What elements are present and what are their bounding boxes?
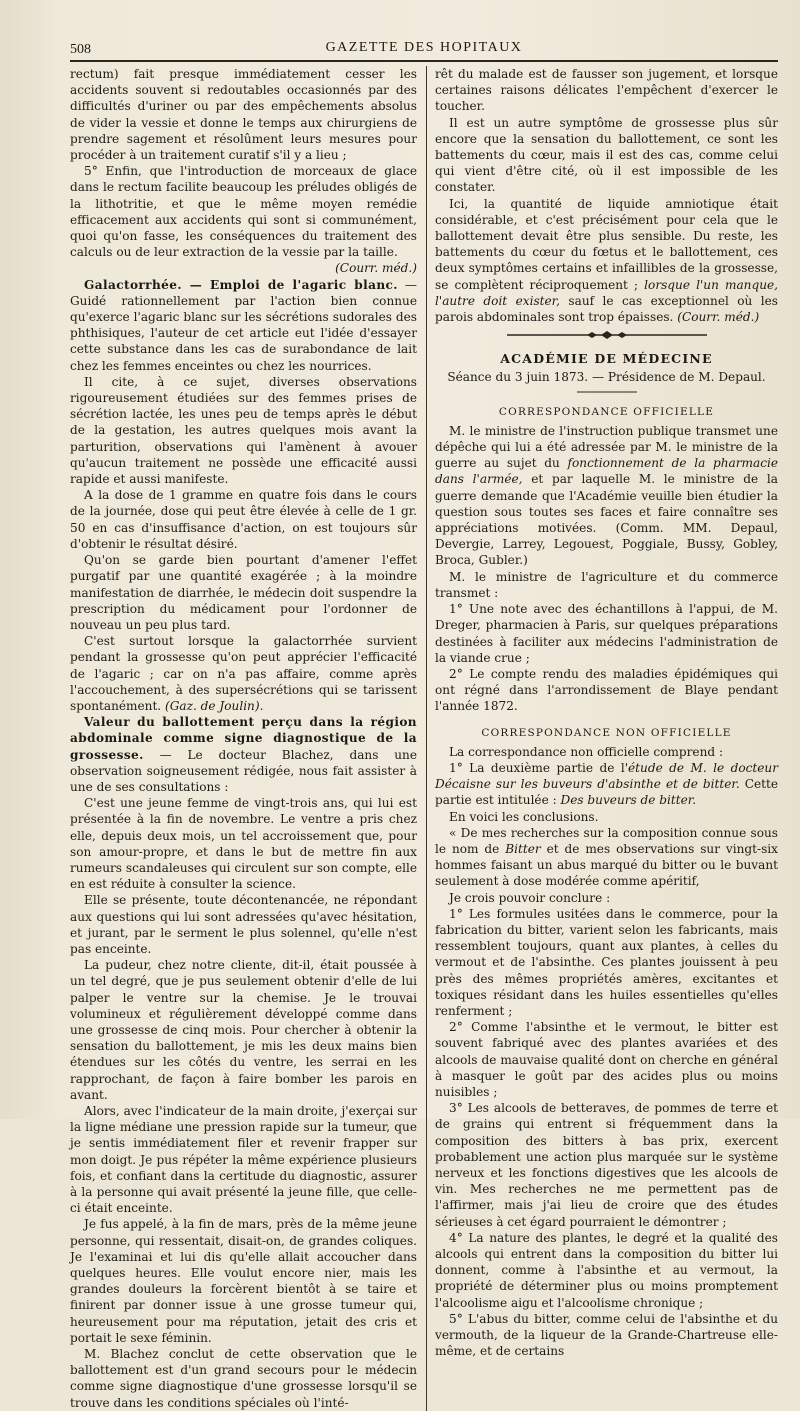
- emphasis-text: fonctionnement de la pharmacie dans l'armée,: [435, 456, 778, 487]
- paragraph-text: Ici, la quantité de liquide amniotique était considérable, et c'est précisément pour cela que le ballottement devait être plus sensible. Du reste, les battements du cœur du fœtus et le ballottement, ces deux symptômes certains et infaillibles de la grossesse, se complètent réciproquement ;: [435, 196, 778, 292]
- article-columns: [70, 66, 778, 1411]
- paragraph: Je crois pouvoir conclure :: [449, 890, 611, 905]
- right-column: [427, 66, 778, 1411]
- source-citation: (Courr. méd.): [335, 261, 417, 276]
- source-citation: (Gaz. de Joulin).: [165, 698, 264, 713]
- paragraph: 1° Une note avec des échantillons à l'appui, de M. Dreger, pharmacien à Paris, sur quelques préparations destinées à faciliter aux médecins l'administration de la viande crue ;: [435, 602, 778, 665]
- ornamental-divider: [435, 331, 778, 339]
- short-rule: [435, 390, 778, 394]
- left-column: [70, 66, 427, 1411]
- paragraph: rectum) fait presque immédiatement cesser les accidents souvent si redoutables occasionnés par des difficultés d'uriner ou par des empêchements absolus de vider la vessie et donne le temps aux chirurgiens de prendre sagement et résolûment leurs mesures pour procéder à un traitement curatif s'il y a lieu ;: [70, 67, 417, 163]
- paragraph: [435, 760, 778, 809]
- paragraph: 1° Les formules usitées dans le commerce, pour la fabrication du bitter, varient selon les fabricants, mais ressemblent toujours, quant aux plantes, à celles du vermout et de l'absinthe. Ces plantes jouissent à peu près des mêmes propriétés amères, excitantes et toxiques résidant dans les huiles essentielles qu'elles renferment ;: [435, 906, 778, 1018]
- paragraph: [435, 423, 778, 569]
- paragraph: Je fus appelé, à la fin de mars, près de la même jeune personne, qui ressentait, disait-on, de grandes coliques. Je l'examinai et lui dis qu'elle allait accoucher dans quelques heures. Elle voulut encore nier, mais les grandes douleurs la forcèrent bientôt à se taire et finirent par donner issue à une grosse tumeur qui, heureusement pour ma réputation, jetait des cris et portait le sexe féminin.: [70, 1217, 417, 1345]
- section-intro: — Guidé rationnellement par l'action bien connue qu'exerce l'agaric blanc sur les sécrétions sudorales des phthisiques, l'auteur de cet article eut l'idée d'essayer cette substance dans les cas de surabondance de lait chez les femmes enceintes ou chez les nourrices.: [70, 277, 417, 373]
- paragraph: Alors, avec l'indicateur de la main droite, j'exerçai sur la ligne médiane une pression rapide sur la tumeur, que je sentis immédiatement filer et revenir frapper sur mon doigt. Je pus répéter la même expérience plusieurs fois, et confiant dans la certitude du diagnostic, assurer à la personne qui avait présenté la jeune fille, que celle-ci était enceinte.: [70, 1104, 417, 1216]
- emphasis-text: Bitter: [505, 841, 541, 856]
- paragraph: Elle se présente, toute décontenancée, ne répondant aux questions qui lui sont adressées qu'avec hésitation, et jurant, par le serment le plus solennel, qu'elle n'est pas enceinte.: [70, 893, 417, 956]
- paragraph-text: « De mes recherches sur la composition connue sous le nom de: [435, 825, 778, 856]
- paragraph: 3° Les alcools de betteraves, de pommes de terre et de grains qui entrent si fréquemment dans la composition des bitters à bas prix, exercent probablement une action plus marquée sur le système nerveux et les fonctions digestives que les alcools de vin. Mes recherches ne me permettent pas de l'affirmer, mais j'ai lieu de croire que des études sérieuses à cet égard pourraient le démontrer ;: [435, 1101, 778, 1229]
- paragraph-text: et par laquelle M. le ministre de la guerre demande que l'Académie veuille bien étudier la question sous toutes ses faces et faire connaître ses appréciations motivées. (Comm. MM. Depaul, Devergie, Larrey, Legouest, Poggiale, Bussy, Gobley, Broca, Gubler.): [435, 472, 778, 568]
- paragraph-text: et de mes observations sur vingt-six hommes faisant un abus marqué du bitter ou le buvant seulement à dose modérée comme apéritif,: [435, 841, 778, 889]
- paragraph: Qu'on se garde bien pourtant d'amener l'effet purgatif par une quantité exagérée ; à la moindre manifestation de diarrhée, le médecin doit suspendre la prescription du médicament pour l'ordonner de nouveau un peu plus tard.: [70, 553, 417, 632]
- paragraph: La pudeur, chez notre cliente, dit-il, était poussée à un tel degré, que je pus seulement obtenir d'elle de lui palper le ventre sur la chemise. Je le trouvai volumineux et régulièrement développé comme dans une grossesse de cinq mois. Pour chercher à obtenir la sensation du ballottement, je mis les deux mains bien étendues sur les côtés du ventre, les serrai en les rapprochant, de façon à faire bomber les parois en avant.: [70, 958, 417, 1102]
- paragraph-text: 1° La deuxième partie de l': [449, 760, 629, 775]
- paragraph: C'est une jeune femme de vingt-trois ans, qui lui est présentée à la fin de novembre. Le ventre a pris chez elle, depuis deux mois, un tel accroissement que, pour son amour-propre, et dans le but de mettre fin aux rumeurs scandaleuses qui circulent sur son compte, elle en est réduite à consulter la science.: [70, 796, 417, 892]
- paragraph-text: Cette partie est intitulée :: [435, 777, 778, 808]
- official-correspondence-heading: CORRESPONDANCE OFFICIELLE: [498, 405, 715, 418]
- paragraph: [435, 196, 778, 326]
- paragraph: M. le ministre de l'agriculture et du commerce transmet :: [435, 569, 778, 600]
- page-header: [70, 38, 778, 62]
- paragraph: 4° La nature des plantes, le degré et la qualité des alcools qui entrent dans la composition du bitter lui donnent, comme à l'absinthe et au vermout, la propriété de déterminer plus ou moins promptement l'alcoolisme aigu et l'alcoolisme chronique ;: [435, 1230, 778, 1310]
- session-line: Séance du 3 juin 1873. — Présidence de M. Depaul.: [447, 370, 766, 385]
- paragraph: [70, 633, 417, 714]
- emphasis-text: Des buveurs de bitter.: [560, 793, 697, 808]
- paragraph: 5° Enfin, que l'introduction de morceaux de glace dans le rectum facilite beaucoup les préludes obligés de la lithotritie, et que le même moyen remédie efficacement aux accidents qui sont si communément, quoi qu'on fasse, les conséquences du traitement des calculs ou de leur extraction de la vessie par la taille.: [70, 164, 417, 260]
- page-number: 508: [70, 42, 91, 57]
- paragraph: Il est un autre symptôme de grossesse plus sûr encore que la sensation du ballottement, ce sont les battements du cœur, mais il est des cas, comme celui qui vient d'être cité, où il est impossible de les constater.: [435, 115, 778, 195]
- nonofficial-correspondence-heading: CORRESPONDANCE NON OFFICIELLE: [481, 726, 732, 739]
- section-title: Valeur du ballottement perçu dans la région abdominale comme signe diagnostique de la grossesse.: [70, 715, 417, 762]
- paragraph: La correspondance non officielle comprend :: [449, 744, 724, 759]
- section-title: Galactorrhée. — Emploi de l'agaric blanc.: [84, 277, 398, 292]
- paragraph: rêt du malade est de fausser son jugement, et lorsque certaines raisons délicates l'empêchent d'exercer le toucher.: [435, 67, 778, 114]
- paragraph-text: C'est surtout lorsque la galactorrhée survient pendant la grossesse qu'on peut apprécier l'efficacité de l'agaric ; car on n'a pas affaire, comme après l'accouchement, à des supersécrétions qui se tarissent spontanément.: [70, 634, 417, 713]
- emphasis-text: étude de M. le docteur Décaisne sur les buveurs d'absinthe et de bitter.: [435, 760, 778, 792]
- paragraph: En voici les conclusions.: [449, 809, 599, 824]
- emphasis-text: lorsque l'un manque, l'autre doit exister,: [435, 277, 778, 308]
- paragraph: 2° Comme l'absinthe et le vermout, le bitter est souvent fabriqué avec des plantes avariées et des alcools de mauvaise qualité dont on cherche en général à masquer le goût par des acides plus ou moins nuisibles ;: [435, 1020, 778, 1099]
- paragraph: A la dose de 1 gramme en quatre fois dans le cours de la journée, dose qui peut être élevée à celle de 1 gr. 50 en cas d'insuffisance d'action, on est toujours sûr d'obtenir le résultat désiré.: [70, 488, 417, 551]
- paragraph: [435, 825, 778, 890]
- journal-title: GAZETTE DES HOPITAUX: [325, 40, 523, 55]
- section-galactorrhee: [70, 277, 417, 374]
- academy-heading: ACADÉMIE DE MÉDECINE: [500, 351, 713, 367]
- section-ballottement: [70, 714, 417, 795]
- paragraph-text: sauf le cas exceptionnel où les parois abdominales sont trop épaisses.: [435, 293, 778, 325]
- paragraph-text: M. le ministre de l'instruction publique transmet une dépêche qui lui a été adressée par M. le ministre de la guerre au sujet du: [435, 423, 778, 471]
- paragraph: M. Blachez conclut de cette observation que le ballottement est d'un grand secours pour le médecin comme signe diagnostique d'une grossesse lorsqu'il se trouve dans les conditions spéciales où l'inté-: [70, 1347, 417, 1410]
- ornament-rule-graphic: [507, 331, 707, 339]
- source-citation: (Courr. méd.): [677, 310, 760, 325]
- paragraph: 2° Le compte rendu des maladies épidémiques qui ont régné dans l'arrondissement de Blaye pendant l'année 1872.: [435, 666, 778, 714]
- short-rule-graphic: [577, 390, 637, 394]
- section-intro: — Le docteur Blachez, dans une observation soigneusement rédigée, nous fait assister à une de ses consultations :: [70, 747, 417, 794]
- paragraph: Il cite, à ce sujet, diverses observations rigoureusement étudiées sur des femmes prises de sécrétion lactée, les unes peu de temps après le début de la gestation, les autres quelques mois avant la parturition, observations qui l'amènent à avouer qu'aucun traitement ne possède une efficacité aussi rapide et aussi manifeste.: [70, 374, 417, 487]
- paragraph: 5° L'abus du bitter, comme celui de l'absinthe et du vermouth, de la liqueur de la Grande-Chartreuse elle-même, et de certains: [435, 1311, 778, 1359]
